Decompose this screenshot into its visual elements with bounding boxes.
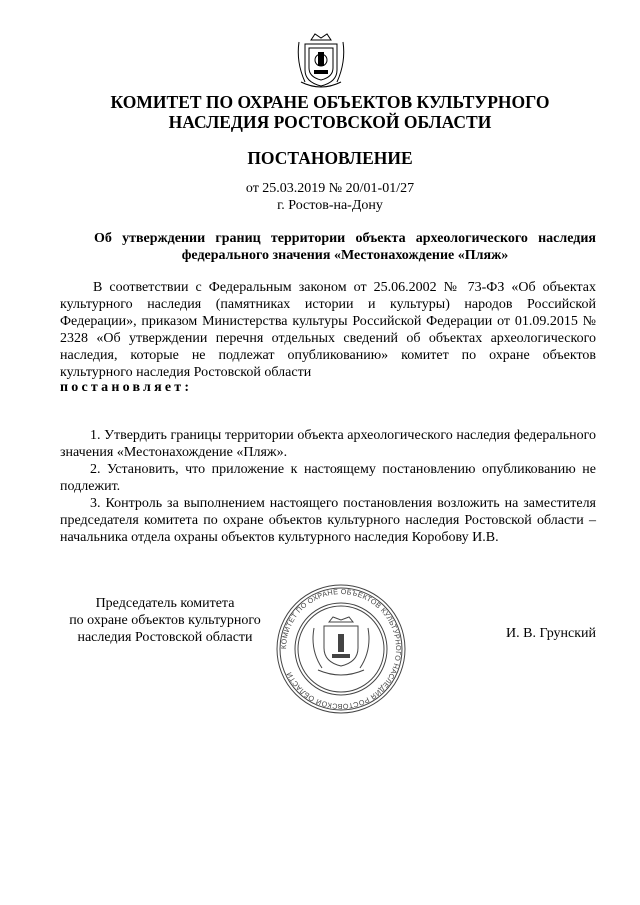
preamble-paragraph: В соответствии с Федеральным законом от 25.06.2002 № 73-ФЗ «Об объектах культурного наследия (памятниках истории и культуры) народов Российской Федерации», приказом Министерства культуры Российской Федерации от 01.09.2015 № 2328 «Об утверждении перечня отдельных сведений об объектах археологического наследия, которые не подлежат опубликованию» комитет по охране объектов культурного наследия Ростовской области	[60, 280, 596, 380]
document-type: ПОСТАНОВЛЕНИЕ	[247, 148, 413, 168]
decree-items	[60, 427, 596, 546]
decree-word: постановляет:	[60, 380, 193, 395]
signatory-title	[60, 595, 270, 646]
decree-item-2: 2. Установить, что приложение к настоящему постановлению опубликованию не подлежит.	[60, 462, 596, 494]
official-seal	[274, 582, 408, 716]
signatory-title-line-2: по охране объектов культурного	[69, 613, 261, 628]
place: г. Ростов-на-Дону	[277, 198, 383, 213]
signatory-title-line-1: Председатель комитета	[95, 596, 235, 611]
signatory-name: И. В. Грунский	[506, 626, 596, 641]
decree-item-3: 3. Контроль за выполнением настоящего постановления возложить на заместителя председателя комитета по охране объектов культурного наследия Ростовской области – начальника отдела охраны объектов культурного наследия Коробову И.В.	[60, 496, 596, 545]
coat-of-arms-emblem	[295, 30, 347, 94]
organization-line-1: КОМИТЕТ ПО ОХРАНЕ ОБЪЕКТОВ КУЛЬТУРНОГО	[110, 92, 550, 112]
document-meta	[60, 180, 600, 214]
decree-item-1: 1. Утвердить границы территории объекта археологического наследия федерального значения «Местонахождение «Пляж».	[60, 428, 596, 460]
organization-line-2: НАСЛЕДИЯ РОСТОВСКОЙ ОБЛАСТИ	[168, 112, 492, 132]
document-subject: Об утверждении границ территории объекта археологического наследия федерального значения «Местонахождение «Пляж»	[94, 231, 596, 263]
signatory-title-line-3: наследия Ростовской области	[77, 630, 253, 645]
date-number: от 25.03.2019 № 20/01-01/27	[245, 181, 415, 196]
organization-name	[60, 92, 600, 132]
seal-ring-text: КОМИТЕТ ПО ОХРАНЕ ОБЪЕКТОВ КУЛЬТУРНОГО НАСЛЕДИЯ РОСТОВСКОЙ ОБЛАСТИ	[278, 586, 404, 712]
